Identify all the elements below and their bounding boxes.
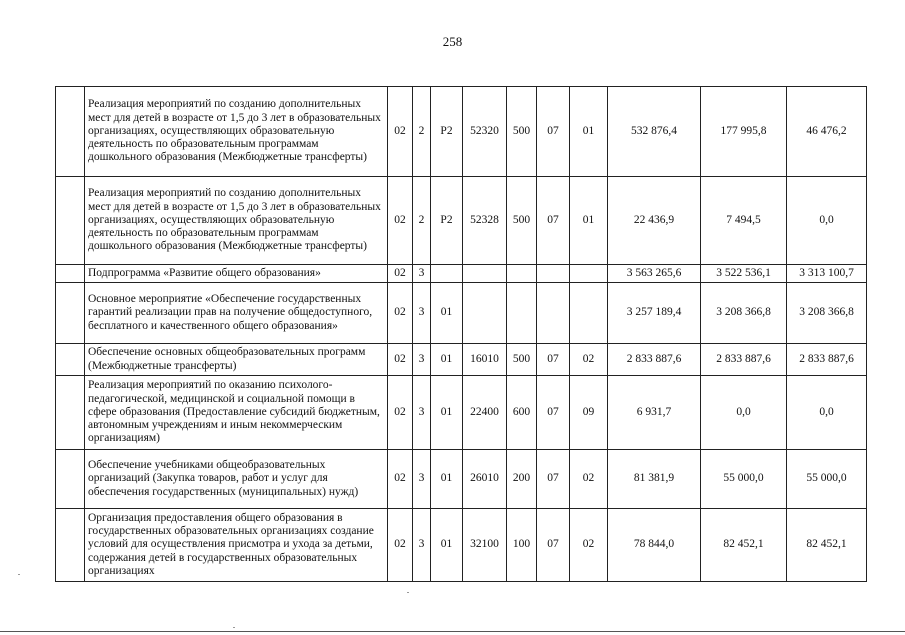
code-dir-cell bbox=[463, 283, 507, 344]
code-pr-cell bbox=[570, 265, 608, 283]
code-om-cell bbox=[431, 265, 463, 283]
amount-2-cell: 3 522 536,1 bbox=[701, 265, 787, 283]
code-dir-cell: 22400 bbox=[463, 376, 507, 450]
scan-bottom-edge bbox=[0, 631, 905, 632]
code-pp-cell: 3 bbox=[413, 376, 431, 450]
row-name-cell: Обеспечение основных общеобразовательных программ (Межбюджетные трансферты) bbox=[85, 344, 388, 376]
code-gp-cell: 02 bbox=[388, 265, 413, 283]
code-om-cell: 01 bbox=[431, 344, 463, 376]
code-gp-cell: 02 bbox=[388, 376, 413, 450]
code-vr-cell: 500 bbox=[507, 177, 537, 265]
amount-2-cell: 0,0 bbox=[701, 376, 787, 450]
row-blank-cell bbox=[56, 376, 85, 450]
row-name-cell: Обеспечение учебниками общеобразовательных организаций (Закупка товаров, работ и услуг для обеспечения государственных (муниципальных) нужд) bbox=[85, 450, 388, 509]
code-dir-cell: 52320 bbox=[463, 87, 507, 177]
code-vr-cell: 500 bbox=[507, 344, 537, 376]
table-row bbox=[56, 376, 867, 450]
code-gp-cell: 02 bbox=[388, 87, 413, 177]
code-vr-cell: 500 bbox=[507, 87, 537, 177]
code-vr-cell: 100 bbox=[507, 509, 537, 582]
amount-1-cell: 6 931,7 bbox=[608, 376, 701, 450]
scan-speck bbox=[18, 574, 20, 575]
amount-2-cell: 7 494,5 bbox=[701, 177, 787, 265]
table-row bbox=[56, 344, 867, 376]
amount-1-cell: 22 436,9 bbox=[608, 177, 701, 265]
code-rz-cell: 07 bbox=[537, 509, 570, 582]
code-pr-cell: 02 bbox=[570, 509, 608, 582]
code-dir-cell: 16010 bbox=[463, 344, 507, 376]
code-dir-cell: 26010 bbox=[463, 450, 507, 509]
code-pr-cell bbox=[570, 283, 608, 344]
code-om-cell: 01 bbox=[431, 283, 463, 344]
code-pp-cell: 3 bbox=[413, 265, 431, 283]
amount-3-cell: 2 833 887,6 bbox=[787, 344, 867, 376]
code-gp-cell: 02 bbox=[388, 509, 413, 582]
row-name-cell: Реализация мероприятий по созданию дополнительных мест для детей в возрасте от 1,5 до 3 лет в образовательных организациях, осуществляющих образовательную деятельность по образовательным программам дошкольного образования (Межбюджетные трансферты) bbox=[85, 87, 388, 177]
code-pr-cell: 02 bbox=[570, 450, 608, 509]
amount-3-cell: 46 476,2 bbox=[787, 87, 867, 177]
amount-1-cell: 3 257 189,4 bbox=[608, 283, 701, 344]
code-gp-cell: 02 bbox=[388, 344, 413, 376]
amount-2-cell: 3 208 366,8 bbox=[701, 283, 787, 344]
code-om-cell: P2 bbox=[431, 177, 463, 265]
amount-2-cell: 177 995,8 bbox=[701, 87, 787, 177]
row-blank-cell bbox=[56, 283, 85, 344]
row-name-cell: Реализация мероприятий по созданию дополнительных мест для детей в возрасте от 1,5 до 3 лет в образовательных организациях, осуществляющих образовательную деятельность по образовательным программам дошкольного образования (Межбюджетные трансферты) bbox=[85, 177, 388, 265]
code-rz-cell: 07 bbox=[537, 177, 570, 265]
row-blank-cell bbox=[56, 177, 85, 265]
amount-3-cell: 3 208 366,8 bbox=[787, 283, 867, 344]
amount-1-cell: 3 563 265,6 bbox=[608, 265, 701, 283]
amount-3-cell: 3 313 100,7 bbox=[787, 265, 867, 283]
code-om-cell: 01 bbox=[431, 450, 463, 509]
row-blank-cell bbox=[56, 265, 85, 283]
table-row bbox=[56, 265, 867, 283]
code-dir-cell: 32100 bbox=[463, 509, 507, 582]
page-number: 258 bbox=[442, 34, 463, 49]
budget-table bbox=[55, 86, 867, 582]
amount-3-cell: 0,0 bbox=[787, 376, 867, 450]
table-row bbox=[56, 509, 867, 582]
code-om-cell: 01 bbox=[431, 509, 463, 582]
code-dir-cell: 52328 bbox=[463, 177, 507, 265]
code-gp-cell: 02 bbox=[388, 450, 413, 509]
code-gp-cell: 02 bbox=[388, 177, 413, 265]
code-rz-cell: 07 bbox=[537, 344, 570, 376]
code-vr-cell: 200 bbox=[507, 450, 537, 509]
code-om-cell: P2 bbox=[431, 87, 463, 177]
code-gp-cell: 02 bbox=[388, 283, 413, 344]
code-pp-cell: 3 bbox=[413, 344, 431, 376]
code-om-cell: 01 bbox=[431, 376, 463, 450]
amount-1-cell: 78 844,0 bbox=[608, 509, 701, 582]
code-vr-cell bbox=[507, 265, 537, 283]
row-blank-cell bbox=[56, 344, 85, 376]
code-pr-cell: 01 bbox=[570, 87, 608, 177]
amount-1-cell: 81 381,9 bbox=[608, 450, 701, 509]
amount-3-cell: 82 452,1 bbox=[787, 509, 867, 582]
row-blank-cell bbox=[56, 450, 85, 509]
code-pp-cell: 3 bbox=[413, 509, 431, 582]
code-pp-cell: 3 bbox=[413, 283, 431, 344]
amount-3-cell: 55 000,0 bbox=[787, 450, 867, 509]
code-pp-cell: 3 bbox=[413, 450, 431, 509]
code-rz-cell: 07 bbox=[537, 376, 570, 450]
row-blank-cell bbox=[56, 509, 85, 582]
row-blank-cell bbox=[56, 87, 85, 177]
row-name-cell: Реализация мероприятий по оказанию психолого-педагогической, медицинской и социальной помощи в сфере образования (Предоставление субсидий бюджетным, автономным учреждениям и иным некоммерческим организациям) bbox=[85, 376, 388, 450]
code-pp-cell: 2 bbox=[413, 87, 431, 177]
amount-2-cell: 2 833 887,6 bbox=[701, 344, 787, 376]
amount-1-cell: 2 833 887,6 bbox=[608, 344, 701, 376]
row-name-cell: Организация предоставления общего образования в государственных образовательных организациях создание условий для осуществления присмотра и ухода за детьми, содержания детей в государственных образовательных организациях bbox=[85, 509, 388, 582]
amount-2-cell: 82 452,1 bbox=[701, 509, 787, 582]
code-rz-cell: 07 bbox=[537, 450, 570, 509]
row-name-cell: Подпрограмма «Развитие общего образования» bbox=[85, 265, 388, 283]
table-row bbox=[56, 87, 867, 177]
code-rz-cell: 07 bbox=[537, 87, 570, 177]
scan-speck bbox=[407, 592, 409, 593]
code-dir-cell bbox=[463, 265, 507, 283]
code-pp-cell: 2 bbox=[413, 177, 431, 265]
table-row bbox=[56, 450, 867, 509]
code-pr-cell: 09 bbox=[570, 376, 608, 450]
scan-speck bbox=[233, 627, 235, 628]
table-row bbox=[56, 177, 867, 265]
code-pr-cell: 01 bbox=[570, 177, 608, 265]
row-name-cell: Основное мероприятие «Обеспечение государственных гарантий реализации прав на получение общедоступного, бесплатного и качественного общего образования» bbox=[85, 283, 388, 344]
code-rz-cell bbox=[537, 283, 570, 344]
code-rz-cell bbox=[537, 265, 570, 283]
table-row bbox=[56, 283, 867, 344]
amount-1-cell: 532 876,4 bbox=[608, 87, 701, 177]
code-pr-cell: 02 bbox=[570, 344, 608, 376]
code-vr-cell bbox=[507, 283, 537, 344]
amount-2-cell: 55 000,0 bbox=[701, 450, 787, 509]
amount-3-cell: 0,0 bbox=[787, 177, 867, 265]
code-vr-cell: 600 bbox=[507, 376, 537, 450]
